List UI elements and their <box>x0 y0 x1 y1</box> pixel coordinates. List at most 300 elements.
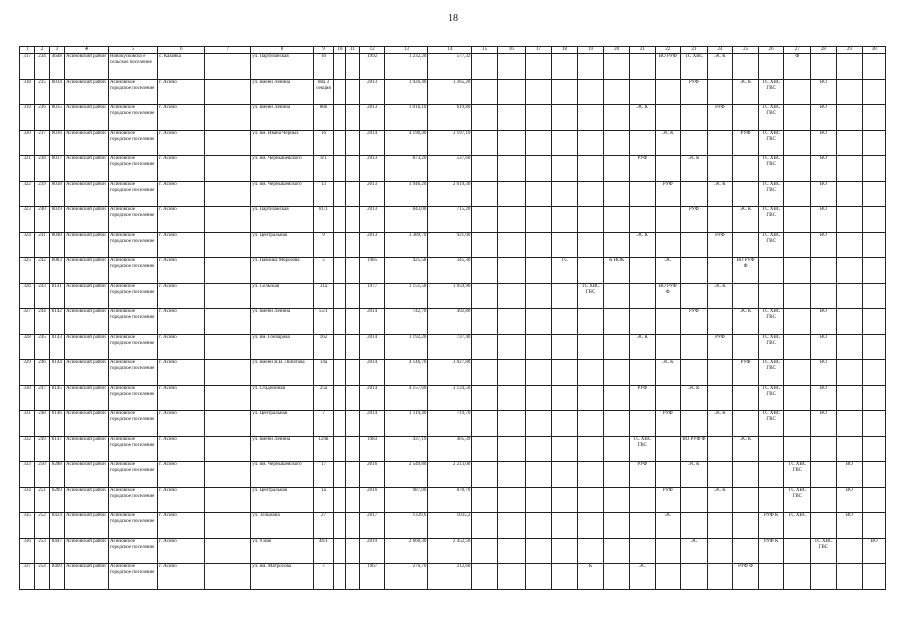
cell-col-17 <box>525 360 552 386</box>
cell-col-29 <box>836 283 863 309</box>
cell-col-4: Асиновский район <box>65 360 109 386</box>
cell-col-8: ул. имени В.В. Липатова <box>251 360 313 386</box>
cell-col-19 <box>577 436 604 462</box>
cell-col-17 <box>525 487 552 513</box>
cell-col-23 <box>681 232 708 258</box>
cell-col-12: 2014 <box>359 334 385 360</box>
cell-col-24 <box>707 385 733 411</box>
cell-col-1: 329 <box>20 360 35 386</box>
cell-col-21 <box>629 54 655 80</box>
cell-col-30 <box>863 436 886 462</box>
cell-col-24: ЭС К <box>707 411 733 437</box>
cell-col-10 <box>334 181 346 207</box>
cell-col-24 <box>707 156 733 182</box>
cell-col-30 <box>863 360 886 386</box>
cell-col-21 <box>629 411 655 437</box>
cell-col-13: 2 660,30 <box>385 538 428 564</box>
cell-col-2: 251 <box>35 487 49 513</box>
cell-col-28 <box>811 283 837 309</box>
table-row <box>20 513 886 539</box>
cell-col-5: Асиновское городское поселение <box>109 79 158 105</box>
cell-col-6: г. Асино <box>158 487 205 513</box>
cell-col-16 <box>497 334 525 360</box>
cell-col-14: 619,80 <box>428 105 472 131</box>
cell-col-22 <box>655 105 681 131</box>
table-row <box>20 258 886 284</box>
cell-col-8: ул. имени Ленина <box>251 309 313 335</box>
cell-col-23: РУФ <box>681 79 708 105</box>
cell-col-10 <box>334 232 346 258</box>
cell-col-8: ул. имени Ленина <box>251 79 313 105</box>
cell-col-16 <box>497 564 525 590</box>
cell-col-28: ВО <box>811 334 837 360</box>
cell-col-10 <box>334 156 346 182</box>
cell-col-30 <box>863 564 886 590</box>
cell-col-7 <box>205 156 251 182</box>
column-number-8: 8 <box>251 47 313 54</box>
cell-col-28: ВО <box>811 79 837 105</box>
cell-col-17 <box>525 334 552 360</box>
cell-col-23 <box>681 411 708 437</box>
cell-col-8: ул. Центральная <box>251 411 313 437</box>
column-number-26: 26 <box>758 47 784 54</box>
cell-col-10 <box>334 130 346 156</box>
cell-col-25 <box>733 156 759 182</box>
cell-col-26 <box>758 283 784 309</box>
cell-col-6: г. Асино <box>158 258 205 284</box>
cell-col-3: 8034 <box>49 79 64 105</box>
cell-col-24 <box>707 462 733 488</box>
cell-col-23: ЭС К <box>681 462 708 488</box>
cell-col-27 <box>784 207 811 233</box>
cell-col-23 <box>681 283 708 309</box>
cell-col-12: 2019 <box>359 538 385 564</box>
cell-col-4: Асиновский район <box>65 181 109 207</box>
cell-col-2: 245 <box>35 334 49 360</box>
cell-col-12: 2013 <box>359 105 385 131</box>
cell-col-12: 1967 <box>359 564 385 590</box>
cell-col-13: 425,58 <box>385 258 428 284</box>
cell-col-16 <box>497 385 525 411</box>
cell-col-26 <box>758 462 784 488</box>
cell-col-26: ТС ХВС ГВС <box>758 79 784 105</box>
cell-col-6: г. Асино <box>158 130 205 156</box>
cell-col-10 <box>334 360 346 386</box>
cell-col-3: 8037 <box>49 156 64 182</box>
cell-col-18 <box>552 411 578 437</box>
cell-col-14: 212,60 <box>428 564 472 590</box>
cell-col-19 <box>577 309 604 335</box>
cell-col-4: Асиновский район <box>65 513 109 539</box>
cell-col-18 <box>552 130 578 156</box>
cell-col-19 <box>577 156 604 182</box>
cell-col-25 <box>733 334 759 360</box>
cell-col-3: 8038 <box>49 181 64 207</box>
cell-col-29 <box>836 207 863 233</box>
cell-col-27 <box>784 309 811 335</box>
cell-col-24 <box>707 513 733 539</box>
cell-col-13: 4 157,60 <box>385 385 428 411</box>
cell-col-9: 16 <box>313 54 333 80</box>
cell-col-5: Асиновское городское поселение <box>109 487 158 513</box>
cell-col-19 <box>577 334 604 360</box>
column-number-27: 27 <box>784 47 811 54</box>
cell-col-23 <box>681 564 708 590</box>
table-row <box>20 334 886 360</box>
cell-col-2: 237 <box>35 130 49 156</box>
cell-col-8: ул. Тельмана <box>251 513 313 539</box>
cell-col-18 <box>552 385 578 411</box>
cell-col-6: г. Асино <box>158 513 205 539</box>
cell-col-20 <box>604 385 630 411</box>
cell-col-12: 2014 <box>359 411 385 437</box>
cell-col-23 <box>681 360 708 386</box>
cell-col-3: 4648 <box>49 54 64 80</box>
cell-col-22 <box>655 207 681 233</box>
cell-col-27 <box>784 181 811 207</box>
cell-col-14: 3 027,80 <box>428 360 472 386</box>
column-number-7: 7 <box>205 47 251 54</box>
cell-col-7 <box>205 487 251 513</box>
cell-col-10 <box>334 207 346 233</box>
cell-col-18 <box>552 207 578 233</box>
cell-col-1: 322 <box>20 181 35 207</box>
cell-col-21 <box>629 181 655 207</box>
cell-col-14: 1 365,20 <box>428 79 472 105</box>
cell-col-26: ТС ХВС ГВС <box>758 360 784 386</box>
cell-col-23 <box>681 513 708 539</box>
cell-col-16 <box>497 283 525 309</box>
cell-col-20 <box>604 232 630 258</box>
cell-col-8: ул. Партизанская <box>251 207 313 233</box>
cell-col-28 <box>811 436 837 462</box>
cell-col-29 <box>836 436 863 462</box>
cell-col-17 <box>525 207 552 233</box>
table-row <box>20 385 886 411</box>
cell-col-19 <box>577 360 604 386</box>
cell-col-2: 240 <box>35 207 49 233</box>
cell-col-20 <box>604 411 630 437</box>
cell-col-13: 1 232,20 <box>385 54 428 80</box>
cell-col-27: ТС ХВС ГВС <box>784 462 811 488</box>
cell-col-2: 252 <box>35 513 49 539</box>
cell-col-3: 8035 <box>49 105 64 131</box>
cell-col-3: 8288 <box>49 462 64 488</box>
cell-col-7 <box>205 436 251 462</box>
cell-col-20 <box>604 105 630 131</box>
cell-col-21: РУФ <box>629 156 655 182</box>
cell-col-15 <box>472 309 498 335</box>
cell-col-15 <box>472 436 498 462</box>
cell-col-18 <box>552 54 578 80</box>
cell-col-30 <box>863 232 886 258</box>
cell-col-25: ЭС К <box>733 79 759 105</box>
cell-col-20 <box>604 156 630 182</box>
cell-col-12: 1983 <box>359 436 385 462</box>
cell-col-16 <box>497 156 525 182</box>
cell-col-19: ТС ХВС ГВС <box>577 283 604 309</box>
table-row <box>20 156 886 182</box>
cell-col-11 <box>346 538 359 564</box>
cell-col-12: 2017 <box>359 513 385 539</box>
cell-col-18 <box>552 156 578 182</box>
cell-col-15 <box>472 79 498 105</box>
cell-col-6: г. Асино <box>158 105 205 131</box>
cell-col-18 <box>552 334 578 360</box>
cell-col-18 <box>552 105 578 131</box>
cell-col-25 <box>733 232 759 258</box>
cell-col-17 <box>525 181 552 207</box>
cell-col-15 <box>472 513 498 539</box>
cell-col-5: Асиновское городское поселение <box>109 309 158 335</box>
cell-col-13: 742,70 <box>385 309 428 335</box>
cell-col-3: 8289 <box>49 487 64 513</box>
cell-col-2: 241 <box>35 232 49 258</box>
cell-col-24 <box>707 79 733 105</box>
cell-col-15 <box>472 487 498 513</box>
cell-col-9: 5 <box>313 258 333 284</box>
cell-col-13: 3 946,20 <box>385 181 428 207</box>
cell-col-22 <box>655 334 681 360</box>
cell-col-27 <box>784 283 811 309</box>
cell-col-27 <box>784 538 811 564</box>
cell-col-27: ТС ХВС ГВС <box>784 487 811 513</box>
cell-col-30 <box>863 156 886 182</box>
cell-col-11 <box>346 54 359 80</box>
cell-col-16 <box>497 54 525 80</box>
cell-col-25 <box>733 105 759 131</box>
cell-col-21: РУФ <box>629 462 655 488</box>
cell-col-15 <box>472 360 498 386</box>
cell-col-13: 1 926,40 <box>385 79 428 105</box>
cell-col-21 <box>629 130 655 156</box>
cell-col-11 <box>346 564 359 590</box>
cell-col-6: г. Асино <box>158 462 205 488</box>
cell-col-15 <box>472 538 498 564</box>
cell-col-16 <box>497 360 525 386</box>
cell-col-29 <box>836 538 863 564</box>
cell-col-15 <box>472 156 498 182</box>
column-number-16: 16 <box>497 47 525 54</box>
cell-col-21 <box>629 538 655 564</box>
cell-col-16 <box>497 79 525 105</box>
cell-col-13: 1 389,70 <box>385 232 428 258</box>
column-number-25: 25 <box>733 47 759 54</box>
cell-col-29 <box>836 232 863 258</box>
cell-col-28 <box>811 513 837 539</box>
cell-col-28: ВО <box>811 181 837 207</box>
cell-col-10 <box>334 513 346 539</box>
column-number-24: 24 <box>707 47 733 54</box>
cell-col-21: ЭС К <box>629 334 655 360</box>
cell-col-8: ул. имени Ленина <box>251 436 313 462</box>
cell-col-29: ВО <box>836 487 863 513</box>
cell-col-9: 31а <box>313 283 333 309</box>
cell-col-11 <box>346 436 359 462</box>
column-number-10: 10 <box>334 47 346 54</box>
cell-col-14: 2 452,50 <box>428 538 472 564</box>
cell-col-4: Асиновский район <box>65 538 109 564</box>
cell-col-7 <box>205 232 251 258</box>
cell-col-22: ЭС <box>655 513 681 539</box>
cell-col-20 <box>604 309 630 335</box>
cell-col-21: ЭС <box>629 564 655 590</box>
cell-col-22: ЭС К <box>655 130 681 156</box>
cell-col-5: Асиновское городское поселение <box>109 411 158 437</box>
cell-col-30: ВО <box>863 538 886 564</box>
cell-col-20 <box>604 436 630 462</box>
cell-col-11 <box>346 385 359 411</box>
cell-col-29 <box>836 105 863 131</box>
cell-col-6: г. Асино <box>158 436 205 462</box>
cell-col-13: 4 190,40 <box>385 130 428 156</box>
cell-col-24 <box>707 309 733 335</box>
cell-col-7 <box>205 334 251 360</box>
cell-col-3: 8083 <box>49 258 64 284</box>
cell-col-19 <box>577 487 604 513</box>
cell-col-13: 1 119,40 <box>385 411 428 437</box>
cell-col-17 <box>525 309 552 335</box>
cell-col-20 <box>604 283 630 309</box>
cell-col-15 <box>472 258 498 284</box>
cell-col-24 <box>707 258 733 284</box>
cell-col-19 <box>577 232 604 258</box>
cell-col-2: 239 <box>35 181 49 207</box>
table-row <box>20 181 886 207</box>
column-number-4: 4 <box>65 47 109 54</box>
cell-col-20 <box>604 360 630 386</box>
cell-col-4: Асиновский район <box>65 283 109 309</box>
cell-col-14: 2 213,00 <box>428 462 472 488</box>
cell-col-28: ВО <box>811 385 837 411</box>
cell-col-27 <box>784 156 811 182</box>
cell-col-22 <box>655 309 681 335</box>
column-number-1: 1 <box>20 47 35 54</box>
cell-col-7 <box>205 54 251 80</box>
cell-col-20 <box>604 564 630 590</box>
cell-col-1: 325 <box>20 258 35 284</box>
cell-col-18 <box>552 309 578 335</box>
cell-col-12: 2014 <box>359 360 385 386</box>
column-number-20: 20 <box>604 47 630 54</box>
cell-col-9: 25а <box>313 385 333 411</box>
cell-col-28 <box>811 564 837 590</box>
cell-col-18 <box>552 283 578 309</box>
cell-col-6: г. Асино <box>158 79 205 105</box>
cell-col-25: РУФ <box>733 360 759 386</box>
column-number-row <box>20 47 886 54</box>
cell-col-22 <box>655 462 681 488</box>
table-row <box>20 538 886 564</box>
cell-col-1: 337 <box>20 564 35 590</box>
cell-col-2: 246 <box>35 360 49 386</box>
cell-col-5: Асиновское городское поселение <box>109 436 158 462</box>
cell-col-26: ТС ХВС ГВС <box>758 156 784 182</box>
column-number-6: 6 <box>158 47 205 54</box>
cell-col-13: 1339,6 <box>385 513 428 539</box>
cell-col-14: 492,80 <box>428 309 472 335</box>
cell-col-4: Асиновский район <box>65 411 109 437</box>
column-number-15: 15 <box>472 47 498 54</box>
cell-col-4: Асиновский район <box>65 564 109 590</box>
cell-col-10 <box>334 487 346 513</box>
cell-col-26: ТС ХВС ГВС <box>758 105 784 131</box>
cell-col-11 <box>346 487 359 513</box>
table-row <box>20 360 886 386</box>
cell-col-22: ЭС <box>655 258 681 284</box>
cell-col-6: г. Асино <box>158 411 205 437</box>
cell-col-4: Асиновский район <box>65 487 109 513</box>
cell-col-4: Асиновский район <box>65 79 109 105</box>
cell-col-28 <box>811 258 837 284</box>
cell-col-26 <box>758 564 784 590</box>
cell-col-18 <box>552 487 578 513</box>
cell-col-2: 254 <box>35 564 49 590</box>
cell-col-9: 46/1 <box>313 538 333 564</box>
cell-col-13: 2 549,80 <box>385 462 428 488</box>
cell-col-30 <box>863 54 886 80</box>
cell-col-27 <box>784 105 811 131</box>
cell-col-25: ЭС К <box>733 436 759 462</box>
table-row <box>20 130 886 156</box>
cell-col-3: 8145 <box>49 385 64 411</box>
cell-col-21 <box>629 283 655 309</box>
cell-col-19 <box>577 411 604 437</box>
cell-col-29 <box>836 79 863 105</box>
cell-col-6: г. Асино <box>158 156 205 182</box>
table-row <box>20 207 886 233</box>
cell-col-26: ТС ХВС ГВС <box>758 130 784 156</box>
cell-col-16 <box>497 181 525 207</box>
cell-col-15 <box>472 54 498 80</box>
column-number-5: 5 <box>109 47 158 54</box>
cell-col-15 <box>472 130 498 156</box>
cell-col-25 <box>733 385 759 411</box>
cell-col-2: 242 <box>35 258 49 284</box>
cell-col-29 <box>836 411 863 437</box>
cell-col-11 <box>346 105 359 131</box>
cell-col-14: 1035,3 <box>428 513 472 539</box>
cell-col-22 <box>655 385 681 411</box>
cell-col-1: 320 <box>20 130 35 156</box>
cell-col-28: ВО <box>811 411 837 437</box>
cell-col-29 <box>836 130 863 156</box>
column-number-12: 12 <box>359 47 385 54</box>
cell-col-14: 3 124,50 <box>428 385 472 411</box>
cell-col-23 <box>681 487 708 513</box>
cell-col-10 <box>334 283 346 309</box>
table-row <box>20 232 886 258</box>
cell-col-4: Асиновский район <box>65 105 109 131</box>
cell-col-17 <box>525 54 552 80</box>
cell-col-28: ВО <box>811 207 837 233</box>
cell-col-5: Асиновское городское поселение <box>109 385 158 411</box>
cell-col-4: Асиновский район <box>65 258 109 284</box>
cell-col-2: 253 <box>35 538 49 564</box>
cell-col-4: Асиновский район <box>65 156 109 182</box>
cell-col-25 <box>733 411 759 437</box>
cell-col-19 <box>577 130 604 156</box>
cell-col-22: РУФ <box>655 181 681 207</box>
cell-col-17 <box>525 564 552 590</box>
cell-col-18: ТС <box>552 258 578 284</box>
cell-col-4: Асиновский район <box>65 309 109 335</box>
cell-col-11 <box>346 258 359 284</box>
column-number-28: 28 <box>811 47 837 54</box>
cell-col-21 <box>629 207 655 233</box>
cell-col-18 <box>552 232 578 258</box>
cell-col-1: 330 <box>20 385 35 411</box>
